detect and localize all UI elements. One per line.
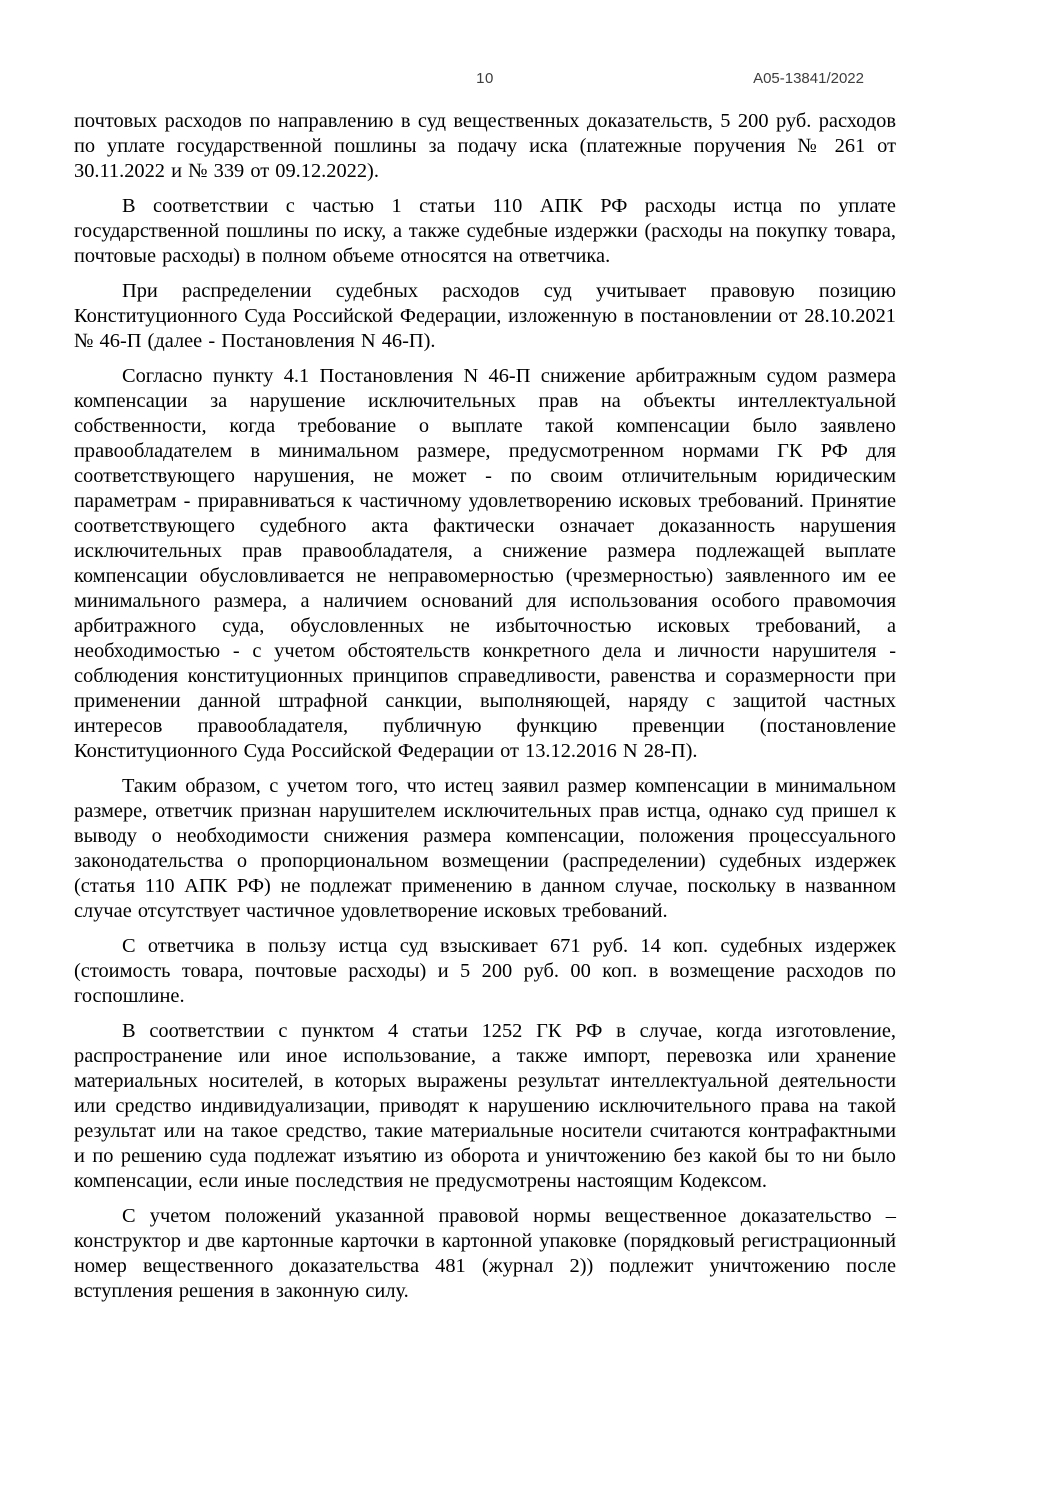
paragraph: В соответствии с частью 1 статьи 110 АПК РФ расходы истца по уплате государственной пошлины по иску, а также судебные издержки (расходы на покупку товара, почтовые расходы) в полном объеме относятся на ответчика. bbox=[74, 195, 896, 267]
paragraph: С ответчика в пользу истца суд взыскивает 671 руб. 14 коп. судебных издержек (стоимость товара, почтовые расходы) и 5 200 руб. 00 коп. в возмещение расходов по госпошлине. bbox=[74, 935, 896, 1007]
page-header bbox=[74, 70, 896, 90]
case-number: А05-13841/2022 bbox=[753, 70, 864, 87]
paragraph: почтовых расходов по направлению в суд вещественных доказательств, 5 200 руб. расходов по уплате государственной пошлины за подачу иска (платежные поручения № 261 от 30.11.2022 и № 339 от 09.12.2022). bbox=[74, 110, 896, 182]
paragraph: С учетом положений указанной правовой нормы вещественное доказательство – конструктор и две картонные карточки в картонной упаковке (порядковый регистрационный номер вещественного доказательства 481 (журнал 2)) подлежит уничтожению после вступления решения в законную силу. bbox=[74, 1205, 896, 1302]
paragraph: В соответствии с пунктом 4 статьи 1252 ГК РФ в случае, когда изготовление, распространение или иное использование, а также импорт, перевозка или хранение материальных носителей, в которых выражены результат интеллектуальной деятельности или средство индивидуализации, приводят к нарушению исключительного права на такой результат или на такое средство, такие материальные носители считаются контрафактными и по решению суда подлежат изъятию из оборота и уничтожению без какой бы то ни было компенсации, если иные последствия не предусмотрены настоящим Кодексом. bbox=[74, 1020, 896, 1192]
page-number: 10 bbox=[476, 70, 494, 87]
paragraph: Согласно пункту 4.1 Постановления N 46-П снижение арбитражным судом размера компенсации за нарушение исключительных прав на объекты интеллектуальной собственности, когда требование о выплате такой компенсации было заявлено правообладателем в минимальном размере, предусмотренном нормами ГК РФ для соответствующего нарушения, не может - по своим отличительным юридическим параметрам - приравниваться к частичному удовлетворению исковых требований. Принятие соответствующего судебного акта фактически означает доказанность нарушения исключительных прав правообладателя, а снижение размера подлежащей выплате компенсации обусловливается не неправомерностью (чрезмерностью) заявленного им ее минимального размера, а наличием оснований для использования особого правомочия арбитражного суда, обусловленных не избыточностью исковых требований, а необходимостью - с учетом обстоятельств конкретного дела и личности нарушителя - соблюдения конституционных принципов справедливости, равенства и соразмерности при применении данной штрафной санкции, выполняющей, наряду с защитой частных интересов правообладателя, публичную функцию превенции (постановление Конституционного Суда Российской Федерации от 13.12.2016 N 28-П). bbox=[74, 365, 896, 762]
paragraph: При распределении судебных расходов суд учитывает правовую позицию Конституционного Суда Российской Федерации, изложенную в постановлении от 28.10.2021 № 46-П (далее - Постановления N 46-П). bbox=[74, 280, 896, 352]
paragraph: Таким образом, с учетом того, что истец заявил размер компенсации в минимальном размере, ответчик признан нарушителем исключительных прав истца, однако суд пришел к выводу о необходимости снижения размера компенсации, положения процессуального законодательства о пропорциональном возмещении (распределении) судебных издержек (статья 110 АПК РФ) не подлежат применению в данном случае, поскольку в названном случае отсутствует частичное удовлетворение исковых требований. bbox=[74, 775, 896, 922]
document-body bbox=[74, 109, 896, 1314]
